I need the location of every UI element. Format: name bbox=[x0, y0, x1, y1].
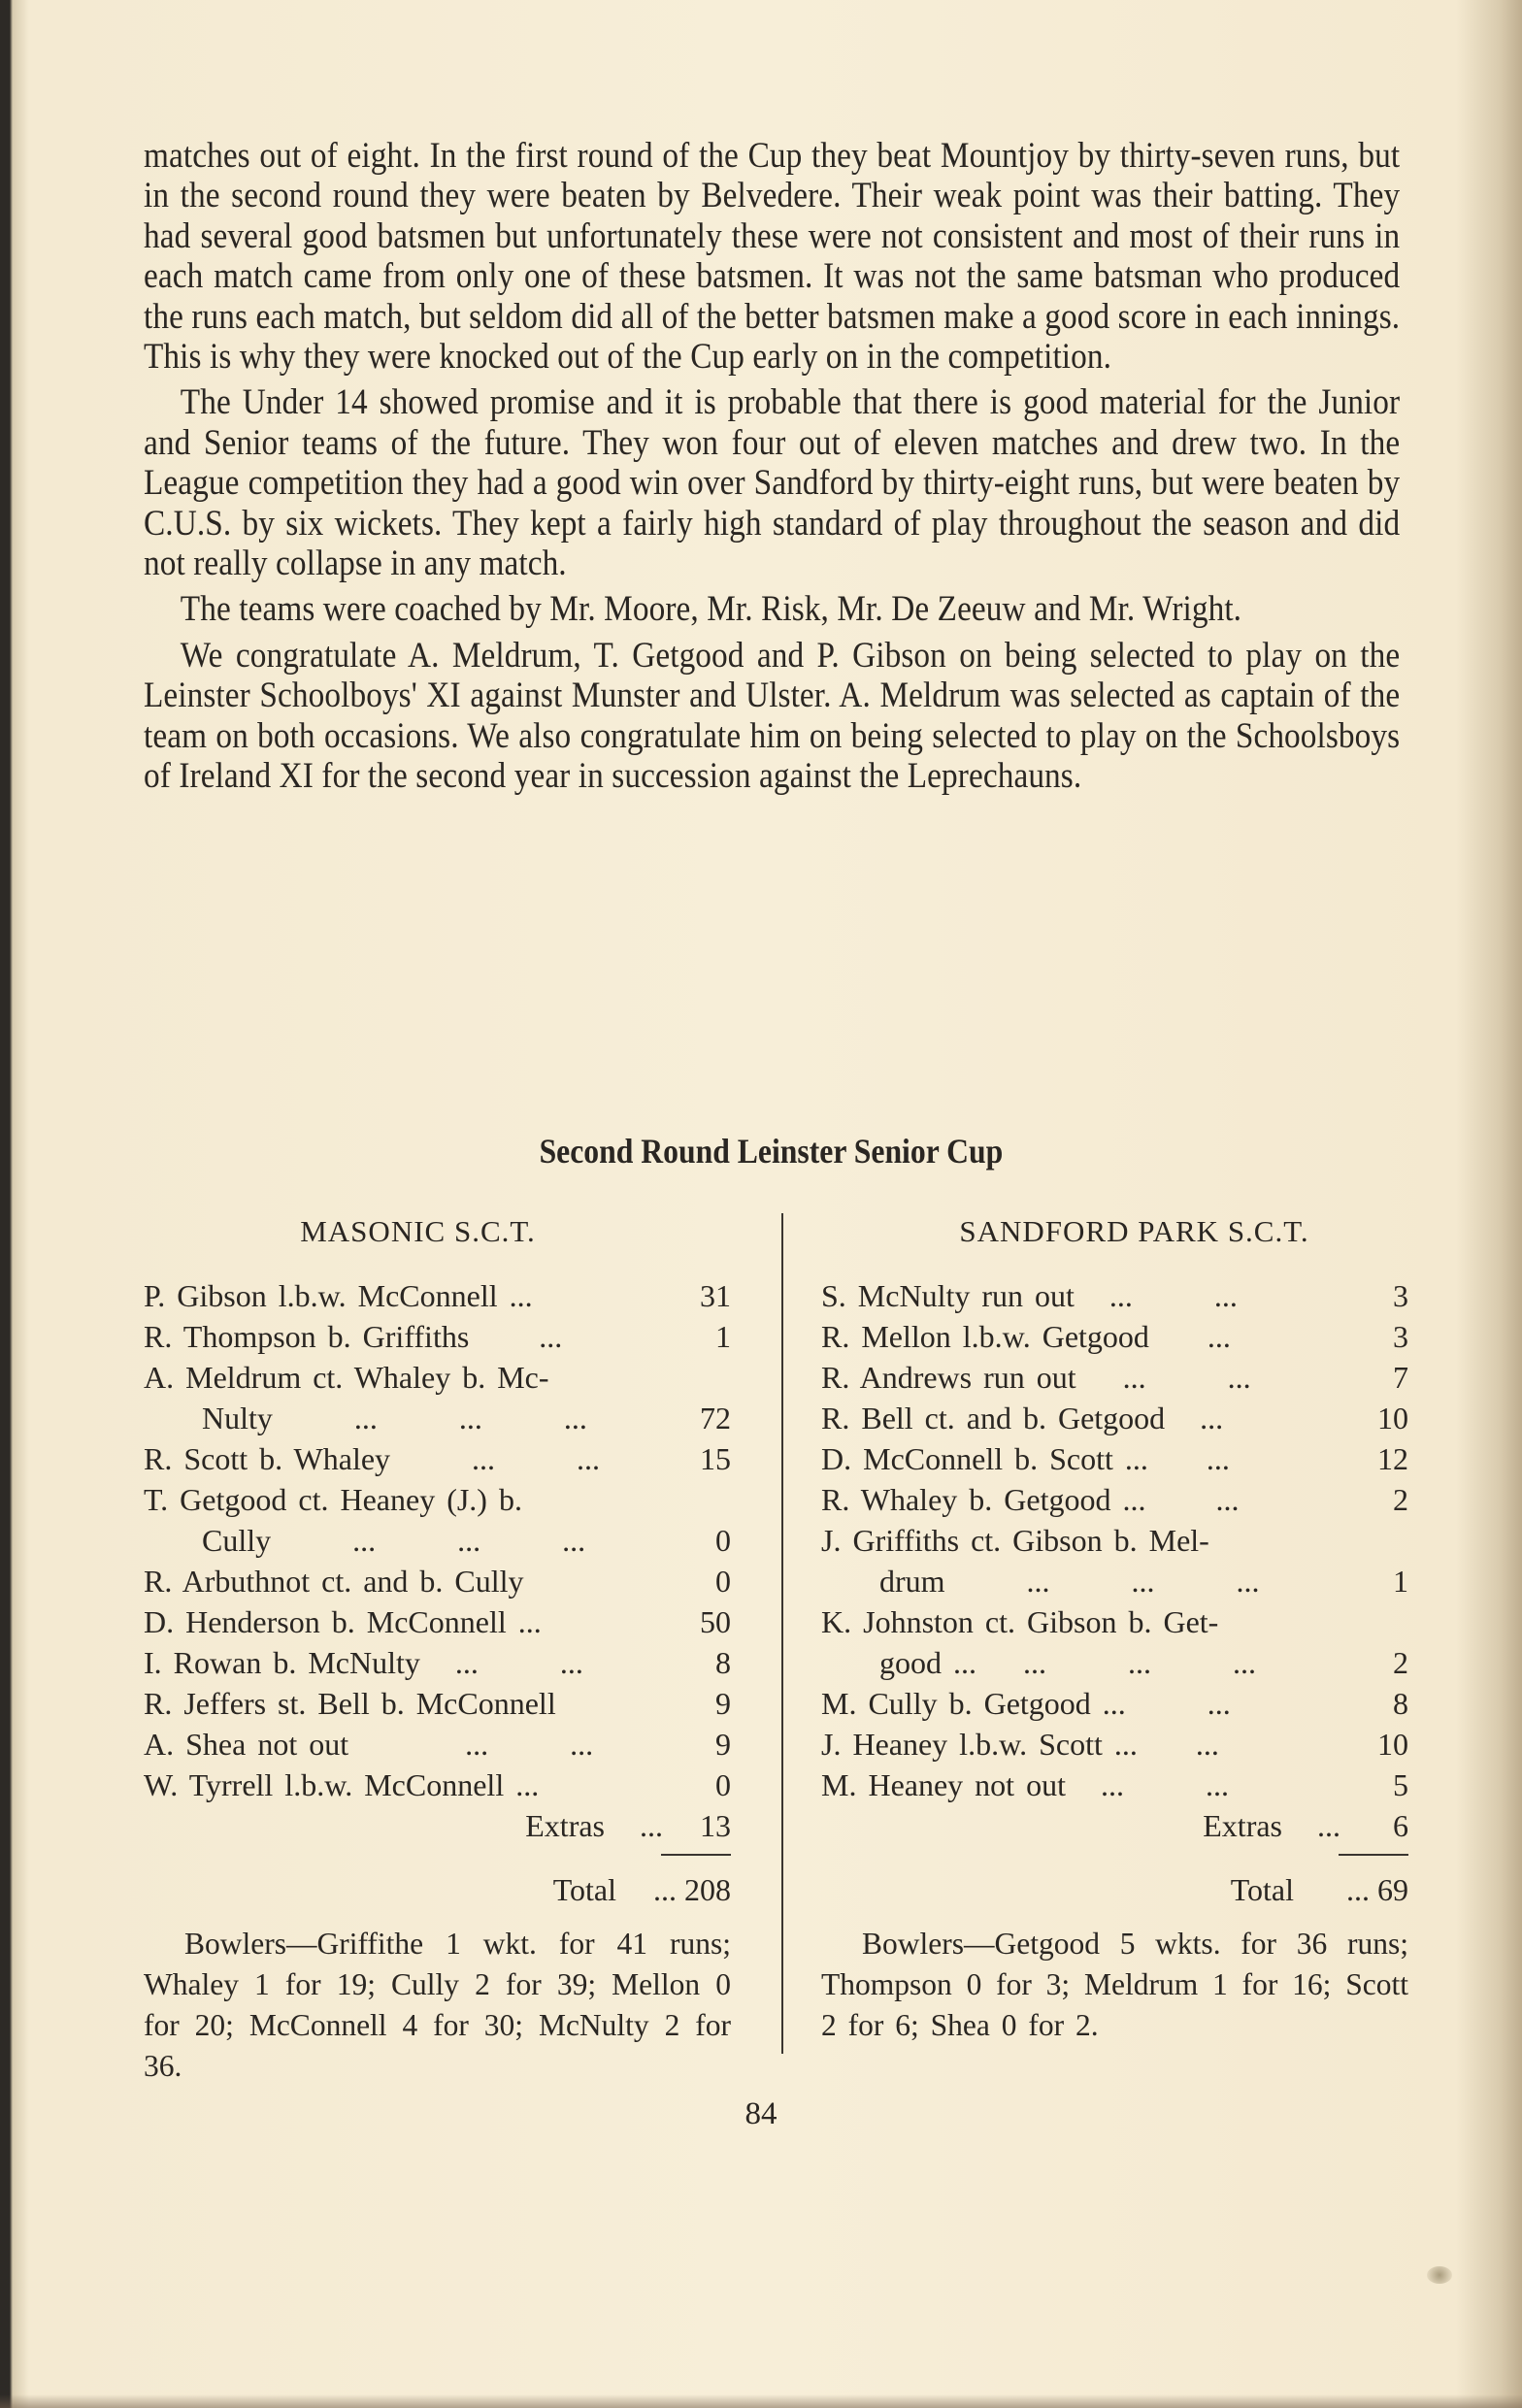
team-name: MASONIC S.C.T. bbox=[300, 1214, 536, 1248]
batsman-dismissal: K. Johnston ct. Gibson b. Get- bbox=[821, 1604, 1219, 1639]
runs-scored: 15 bbox=[700, 1441, 731, 1476]
batting-row bbox=[144, 1561, 731, 1601]
runs-scored: 0 bbox=[715, 1564, 731, 1599]
total-rule bbox=[144, 1846, 731, 1864]
runs-scored: 0 bbox=[715, 1523, 731, 1558]
runs-scored: 3 bbox=[1393, 1319, 1408, 1354]
column-divider bbox=[781, 1213, 783, 2054]
total-row bbox=[821, 1869, 1408, 1910]
batsman-dismissal: W. Tyrrell l.b.w. McConnell ... bbox=[144, 1767, 540, 1802]
batting-row bbox=[821, 1683, 1408, 1724]
team-scorecard-masonic bbox=[144, 1211, 731, 2087]
runs-scored: 2 bbox=[1393, 1645, 1408, 1680]
runs-scored: 10 bbox=[1377, 1401, 1408, 1435]
batsman-dismissal: R. Bell ct. and b. Getgood ... bbox=[821, 1401, 1224, 1435]
batting-row bbox=[144, 1683, 731, 1724]
batting-list bbox=[144, 1275, 731, 1805]
paragraph-under-14: The Under 14 showed promise and it is probable that there is good material for the Junior and Senior teams of the future. They won four out of eleven matches and drew two. In the League competition they had a good win over Sandford by thirty-eight runs, but were beaten by C.U.S. by six wickets. They kept a fairly high standard of play throughout the season and did not really collapse in any match. bbox=[144, 382, 1401, 584]
batting-row bbox=[821, 1398, 1408, 1438]
runs-scored: 9 bbox=[715, 1727, 731, 1762]
team-name: SANDFORD PARK S.C.T. bbox=[959, 1214, 1309, 1248]
bowling-summary: Bowlers—Griffithe 1 wkt. for 41 runs; Whaley 1 for 19; Cully 2 for 39; Mellon 0 for 20; McConnell 4 for 30; McNulty 2 for 36. bbox=[144, 1927, 731, 2083]
extras-label: Extras ... bbox=[1203, 1808, 1340, 1843]
batting-row bbox=[821, 1316, 1408, 1357]
batsman-dismissal: R. Arbuthnot ct. and b. Cully bbox=[144, 1564, 524, 1599]
batsman-dismissal: J. Griffiths ct. Gibson b. Mel- bbox=[821, 1523, 1209, 1558]
paper-stain bbox=[1427, 2266, 1452, 2284]
batting-row-continuation bbox=[144, 1398, 731, 1438]
runs-scored: 31 bbox=[700, 1278, 731, 1313]
batsman-dismissal: M. Cully b. Getgood ... ... bbox=[821, 1686, 1231, 1721]
batting-row bbox=[821, 1479, 1408, 1520]
extras-row bbox=[821, 1805, 1408, 1846]
batting-row-continuation bbox=[144, 1520, 731, 1561]
batsman-dismissal-continued: Nulty ... ... ... bbox=[202, 1401, 587, 1435]
article-body bbox=[144, 136, 1401, 803]
batting-list bbox=[821, 1275, 1408, 1805]
batting-row-continuation bbox=[821, 1561, 1408, 1601]
batsman-dismissal-continued: Cully ... ... ... bbox=[202, 1523, 586, 1558]
batting-row bbox=[144, 1724, 731, 1765]
total-value: ... 208 bbox=[653, 1872, 731, 1907]
runs-scored: 0 bbox=[715, 1767, 731, 1802]
extras-label: Extras ... bbox=[525, 1808, 663, 1843]
runs-scored: 8 bbox=[715, 1645, 731, 1680]
total-value: ... 69 bbox=[1346, 1872, 1408, 1907]
batsman-dismissal: A. Shea not out ... ... bbox=[144, 1727, 594, 1762]
scorecard-title bbox=[0, 1131, 1522, 1171]
paragraph-congratulations: We congratulate A. Meldrum, T. Getgood and P. Gibson on being selected to play on the Leinster Schoolboys' XI against Munster and Ulster. A. Meldrum was selected as captain of the team on both occasions. We also congratulate him on being selected to play on the Schoolsboys of Ireland XI for the second year in succession against the Leprechauns. bbox=[144, 635, 1401, 797]
batting-row bbox=[144, 1601, 731, 1642]
runs-scored: 72 bbox=[700, 1401, 731, 1435]
batsman-dismissal-continued: drum ... ... ... bbox=[879, 1564, 1260, 1599]
batsman-dismissal: R. Thompson b. Griffiths ... bbox=[144, 1319, 563, 1354]
total-label: Total bbox=[1230, 1872, 1294, 1907]
batting-row bbox=[144, 1316, 731, 1357]
batsman-dismissal: I. Rowan b. McNulty ... ... bbox=[144, 1645, 583, 1680]
batsman-dismissal-continued: good ... ... ... ... bbox=[879, 1645, 1256, 1680]
scorecard-title-text: Second Round Leinster Senior Cup bbox=[539, 1132, 1003, 1171]
runs-scored: 7 bbox=[1393, 1360, 1408, 1395]
batsman-dismissal: M. Heaney not out ... ... bbox=[821, 1767, 1229, 1802]
team-scorecard-sandford-park bbox=[821, 1211, 1408, 2046]
paragraph-senior-cup: matches out of eight. In the first round of the Cup they beat Mountjoy by thirty-seven runs, but in the second round they were beaten by Belvedere. Their weak point was their batting. They had several good batsmen but unfortunately these were not consistent and most of their runs in each match came from only one of these batsmen. It was not the same batsman who produced the runs each match, but seldom did all of the better batsmen make a good score in each innings. This is why they were knocked out of the Cup early on in the competition. bbox=[144, 136, 1401, 378]
batting-row bbox=[144, 1357, 731, 1398]
batting-row bbox=[821, 1724, 1408, 1765]
runs-scored: 3 bbox=[1393, 1278, 1408, 1313]
runs-scored: 5 bbox=[1393, 1767, 1408, 1802]
paragraph-coaches: The teams were coached by Mr. Moore, Mr. Risk, Mr. De Zeeuw and Mr. Wright. bbox=[180, 589, 1242, 630]
batting-row-continuation bbox=[821, 1642, 1408, 1683]
batting-row bbox=[821, 1520, 1408, 1561]
runs-scored: 10 bbox=[1377, 1727, 1408, 1762]
batsman-dismissal: D. McConnell b. Scott ... ... bbox=[821, 1441, 1230, 1476]
total-label: Total bbox=[552, 1872, 616, 1907]
runs-scored: 8 bbox=[1393, 1686, 1408, 1721]
batsman-dismissal: R. Whaley b. Getgood ... ... bbox=[821, 1482, 1240, 1517]
total-rule bbox=[821, 1846, 1408, 1864]
batting-row bbox=[144, 1438, 731, 1479]
batsman-dismissal: R. Scott b. Whaley ... ... bbox=[144, 1441, 601, 1476]
batting-row bbox=[144, 1479, 731, 1520]
batting-row bbox=[144, 1765, 731, 1805]
batsman-dismissal: T. Getgood ct. Heaney (J.) b. bbox=[144, 1482, 522, 1517]
batting-row bbox=[821, 1357, 1408, 1398]
page-number: 84 bbox=[744, 2096, 778, 2131]
batting-row bbox=[821, 1275, 1408, 1316]
batting-row bbox=[821, 1601, 1408, 1642]
extras-value: 13 bbox=[700, 1808, 731, 1843]
batsman-dismissal: J. Heaney l.b.w. Scott ... ... bbox=[821, 1727, 1219, 1762]
batting-row bbox=[821, 1765, 1408, 1805]
bowling-summary: Bowlers—Getgood 5 wkts. for 36 runs; Thompson 0 for 3; Meldrum 1 for 16; Scott 2 for 6; Shea 0 for 2. bbox=[821, 1927, 1408, 2042]
batsman-dismissal: A. Meldrum ct. Whaley b. Mc- bbox=[144, 1360, 549, 1395]
extras-value: 6 bbox=[1393, 1808, 1408, 1843]
runs-scored: 1 bbox=[1393, 1564, 1408, 1599]
batsman-dismissal: D. Henderson b. McConnell ... bbox=[144, 1604, 542, 1639]
batsman-dismissal: R. Mellon l.b.w. Getgood ... bbox=[821, 1319, 1231, 1354]
batsman-dismissal: R. Andrews run out ... ... bbox=[821, 1360, 1251, 1395]
runs-scored: 50 bbox=[700, 1604, 731, 1639]
runs-scored: 12 bbox=[1377, 1441, 1408, 1476]
runs-scored: 9 bbox=[715, 1686, 731, 1721]
extras-row bbox=[144, 1805, 731, 1846]
batting-row bbox=[144, 1275, 731, 1316]
batting-row bbox=[144, 1642, 731, 1683]
batsman-dismissal: S. McNulty run out ... ... bbox=[821, 1278, 1238, 1313]
batsman-dismissal: R. Jeffers st. Bell b. McConnell bbox=[144, 1686, 556, 1721]
runs-scored: 1 bbox=[715, 1319, 731, 1354]
batsman-dismissal: P. Gibson l.b.w. McConnell ... bbox=[144, 1278, 533, 1313]
total-row bbox=[144, 1869, 731, 1910]
batting-row bbox=[821, 1438, 1408, 1479]
runs-scored: 2 bbox=[1393, 1482, 1408, 1517]
